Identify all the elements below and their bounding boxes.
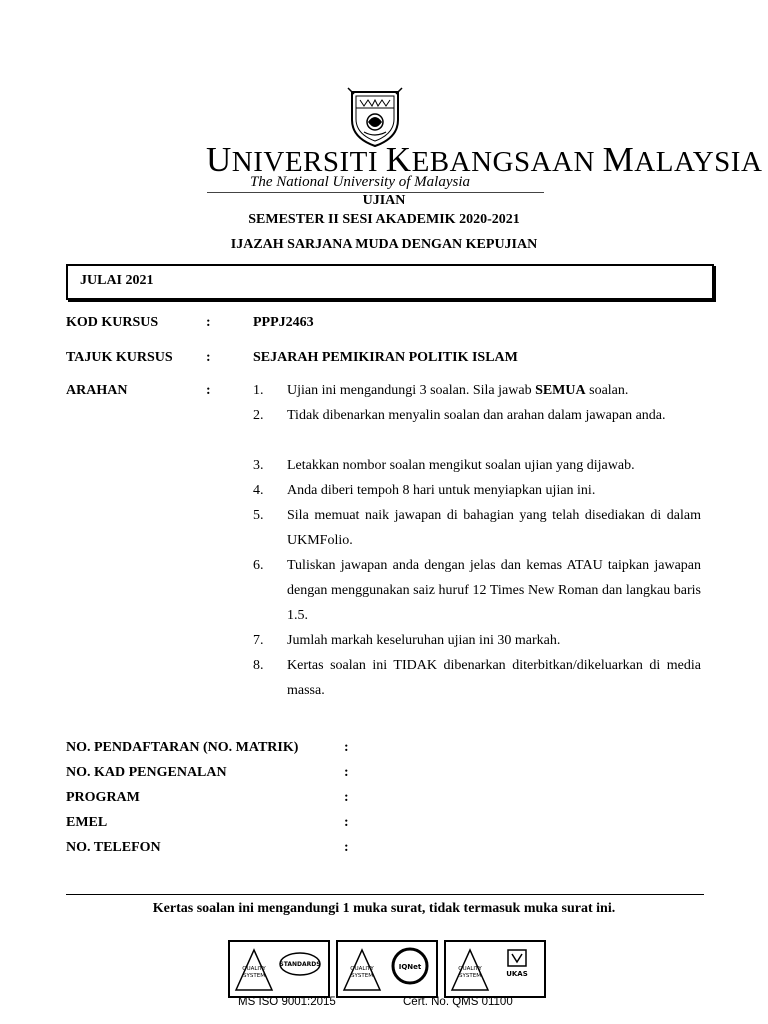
instruction-item: Tuliskan jawapan anda dengan jelas dan kemas ATAU taipkan jawapan dengan menggunakan saiz huruf 12 Times New Roman dan langkau baris 1.5. xyxy=(287,558,701,623)
footer-divider xyxy=(66,894,704,895)
badge-left-label2: SYSTEM xyxy=(351,973,373,979)
university-crest-icon xyxy=(346,86,404,148)
cert-number: Cert. No. QMS 01100 xyxy=(403,996,513,1008)
ic-number-colon: : xyxy=(344,765,349,780)
badge-right-label: UKAS xyxy=(506,970,528,978)
degree-title: IJAZAH SARJANA MUDA DENGAN KEPUJIAN xyxy=(230,237,538,252)
course-code-colon: : xyxy=(206,315,211,330)
instruction-item: Tidak dibenarkan menyalin soalan dan arahan dalam jawapan anda. xyxy=(287,408,666,423)
course-title-colon: : xyxy=(206,350,211,365)
badge-left-label2: SYSTEM xyxy=(459,973,481,979)
iso-standard: MS ISO 9001:2015 xyxy=(238,996,336,1008)
program-label: PROGRAM xyxy=(66,790,140,805)
matric-number-colon: : xyxy=(344,740,349,755)
badge-right-label: IQNet xyxy=(398,963,422,971)
instruction-item: Anda diberi tempoh 8 hari untuk menyiapkan ujian ini. xyxy=(287,483,596,498)
ic-number-label: NO. KAD PENGENALAN xyxy=(66,765,227,780)
instruction-number: 8. xyxy=(253,658,264,673)
exam-type: UJIAN xyxy=(362,193,406,208)
course-title-value: SEJARAH PEMIKIRAN POLITIK ISLAM xyxy=(253,350,518,365)
badge-left-label2: SYSTEM xyxy=(243,973,265,979)
badge-left-label: QUALITY xyxy=(242,966,266,972)
quality-standards-badge xyxy=(228,940,330,998)
email-colon: : xyxy=(344,815,349,830)
semester-title: SEMESTER II SESI AKADEMIK 2020-2021 xyxy=(248,212,520,227)
university-name: UNIVERSITI KEBANGSAAN MALAYSIA xyxy=(206,140,763,179)
course-code-value: PPPJ2463 xyxy=(253,315,314,330)
date-box xyxy=(66,264,714,300)
quality-iqnet-badge xyxy=(336,940,438,998)
phone-label: NO. TELEFON xyxy=(66,840,161,855)
course-code-label: KOD KURSUS xyxy=(66,315,159,330)
matric-number-label: NO. PENDAFTARAN (NO. MATRIK) xyxy=(66,740,299,755)
phone-colon: : xyxy=(344,840,349,855)
instruction-number: 7. xyxy=(253,633,264,648)
instruction-number: 1. xyxy=(253,383,264,398)
badge-left-label: QUALITY xyxy=(350,966,374,972)
badge-left-label: QUALITY xyxy=(458,966,482,972)
exam-date: JULAI 2021 xyxy=(80,273,154,288)
quality-ukas-badge xyxy=(444,940,546,998)
instruction-item: Letakkan nombor soalan mengikut soalan ujian yang dijawab. xyxy=(287,458,635,473)
university-english-name: The National University of Malaysia xyxy=(250,174,470,190)
instruction-item: Ujian ini mengandungi 3 soalan. Sila jawab SEMUA soalan. xyxy=(287,383,629,398)
instruction-number: 3. xyxy=(253,458,264,473)
instruction-number: 6. xyxy=(253,558,264,573)
instruction-item: Sila memuat naik jawapan di bahagian yang telah disediakan di dalam UKMFolio. xyxy=(287,508,701,548)
instruction-number: 2. xyxy=(253,408,264,423)
program-colon: : xyxy=(344,790,349,805)
instructions-colon: : xyxy=(206,383,211,398)
course-title-label: TAJUK KURSUS xyxy=(66,350,173,365)
instruction-item: Jumlah markah keseluruhan ujian ini 30 markah. xyxy=(287,633,561,648)
instruction-number: 4. xyxy=(253,483,264,498)
email-label: EMEL xyxy=(66,815,108,830)
page-count-note: Kertas soalan ini mengandungi 1 muka surat, tidak termasuk muka surat ini. xyxy=(152,901,616,916)
badge-right-label: STANDARDS xyxy=(279,961,321,968)
instructions-label: ARAHAN xyxy=(66,383,128,398)
instruction-item: Kertas soalan ini TIDAK dibenarkan diterbitkan/dikeluarkan di media massa. xyxy=(287,658,701,698)
instruction-number: 5. xyxy=(253,508,264,523)
